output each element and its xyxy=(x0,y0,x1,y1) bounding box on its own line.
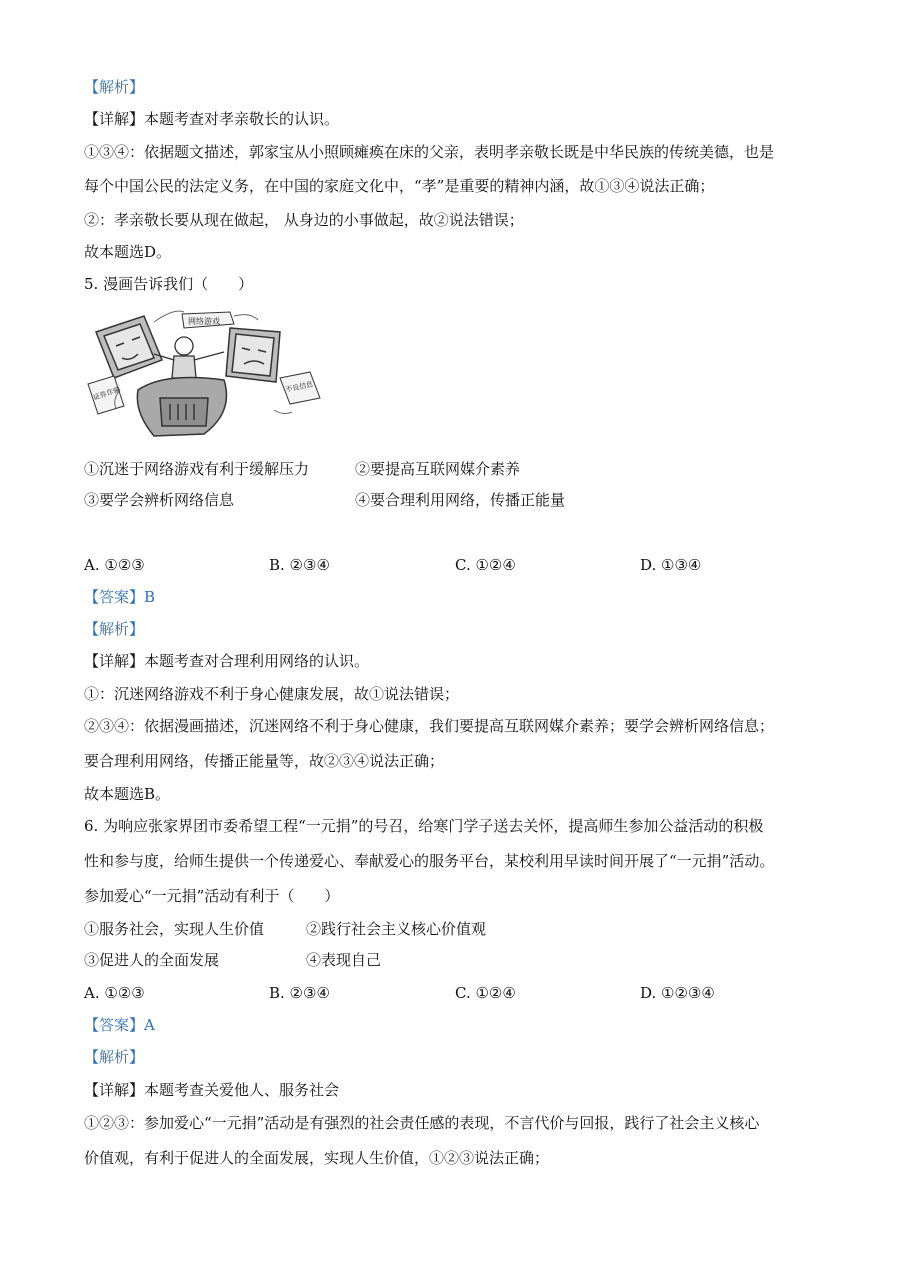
q6-question-a: 6. 为响应张家界团市委希望工程“一元捐”的号召，给寒门学子送去关怀，提高师生参加公益活动的积极 xyxy=(84,817,764,835)
cartoon-label-2: 证券诈骗 xyxy=(92,385,122,402)
left-paper xyxy=(88,376,124,414)
q5-paragraph-2a: ②③④：依据漫画描述，沉迷网络不利于身心健康，我们要提高互联网媒介素养；要学会辨析网络信息； xyxy=(84,717,775,735)
q6-question-c: 参加爱心“一元捐”活动有利于（ ） xyxy=(84,887,340,905)
q6-option-c: C. ①②④ xyxy=(455,984,516,1002)
right-paper xyxy=(280,372,320,404)
q6-paragraph-1b: 价值观，有利于促进人的全面发展，实现人生价值，①②③说法正确； xyxy=(84,1149,550,1167)
q4-conclusion: 故本题选D。 xyxy=(84,243,172,261)
cartoon-label-1: 网络游戏 xyxy=(188,317,220,326)
q5-answer-text: 【答案】B xyxy=(84,588,156,606)
q5-option-d: D. ①③④ xyxy=(640,556,702,574)
q5-option-b: B. ②③④ xyxy=(269,556,330,574)
q5-statement-2: ②要提高互联网媒介素养 xyxy=(355,460,521,478)
q5-statement-1: ①沉迷于网络游戏有利于缓解压力 xyxy=(84,460,310,478)
q6-statement-2: ②践行社会主义核心价值观 xyxy=(306,920,487,938)
q5-option-a: A. ①②③ xyxy=(84,556,145,574)
q4-paragraph-1a: ①③④：依据题文描述，郭家宝从小照顾瘫痪在床的父亲，表明孝亲敬长既是中华民族的传统美德，也是 xyxy=(84,143,775,161)
q5-paragraph-1: ①：沉迷网络游戏不利于身心健康发展，故①说法错误； xyxy=(84,685,460,703)
q6-question-b: 性和参与度，给师生提供一个传递爱心、奉献爱心的服务平台，某校利用早读时间开展了“一元捐”活动。 xyxy=(84,852,775,870)
q5-paragraph-2b: 要合理利用网络，传播正能量等，故②③④说法正确； xyxy=(84,752,445,770)
q6-answer: 【答案】A xyxy=(84,1016,155,1034)
q4-analysis-heading: 【解析】 xyxy=(84,78,145,96)
q6-statement-3: ③促进人的全面发展 xyxy=(84,951,220,969)
q4-paragraph-2: ②：孝亲敬长要从现在做起， 从身边的小事做起，故②说法错误； xyxy=(84,211,524,229)
bottom-monitor xyxy=(137,378,226,436)
q5-option-c: C. ①②④ xyxy=(455,556,516,574)
q6-option-b: B. ②③④ xyxy=(269,984,330,1002)
right-monitor xyxy=(226,328,280,382)
q6-option-d: D. ①②③④ xyxy=(640,984,715,1002)
q6-statement-1: ①服务社会，实现人生价值 xyxy=(84,920,265,938)
q5-conclusion: 故本题选B。 xyxy=(84,785,171,803)
q4-paragraph-1b: 每个中国公民的法定义务，在中国的家庭文化中，“孝”是重要的精神内涵，故①③④说法正确； xyxy=(84,177,715,195)
q4-detail: 【详解】本题考查对孝亲敬长的认识。 xyxy=(84,110,340,128)
cartoon-label-3: 不良信息 xyxy=(284,380,314,394)
q5-detail: 【详解】本题考查对合理利用网络的认识。 xyxy=(84,652,370,670)
q5-statement-3: ③要学会辨析网络信息 xyxy=(84,491,235,509)
q5-analysis-heading: 【解析】 xyxy=(84,620,145,638)
q5-question: 5. 漫画告诉我们（ ） xyxy=(84,275,254,293)
q6-paragraph-1a: ①②③：参加爱心“一元捐”活动是有强烈的社会责任感的表现，不言代价与回报，践行了社会主义核心 xyxy=(84,1114,760,1132)
q6-detail: 【详解】本题考查关爱他人、服务社会 xyxy=(84,1081,340,1099)
q5-answer xyxy=(84,587,155,607)
left-monitor xyxy=(96,316,162,378)
banner-tag xyxy=(182,312,234,328)
q6-option-a: A. ①②③ xyxy=(84,984,145,1002)
q6-analysis-heading: 【解析】 xyxy=(84,1048,145,1066)
q5-statement-4: ④要合理利用网络，传播正能量 xyxy=(355,491,566,509)
q6-statement-4: ④表现自己 xyxy=(306,951,382,969)
internet-cartoon-image xyxy=(84,302,334,442)
